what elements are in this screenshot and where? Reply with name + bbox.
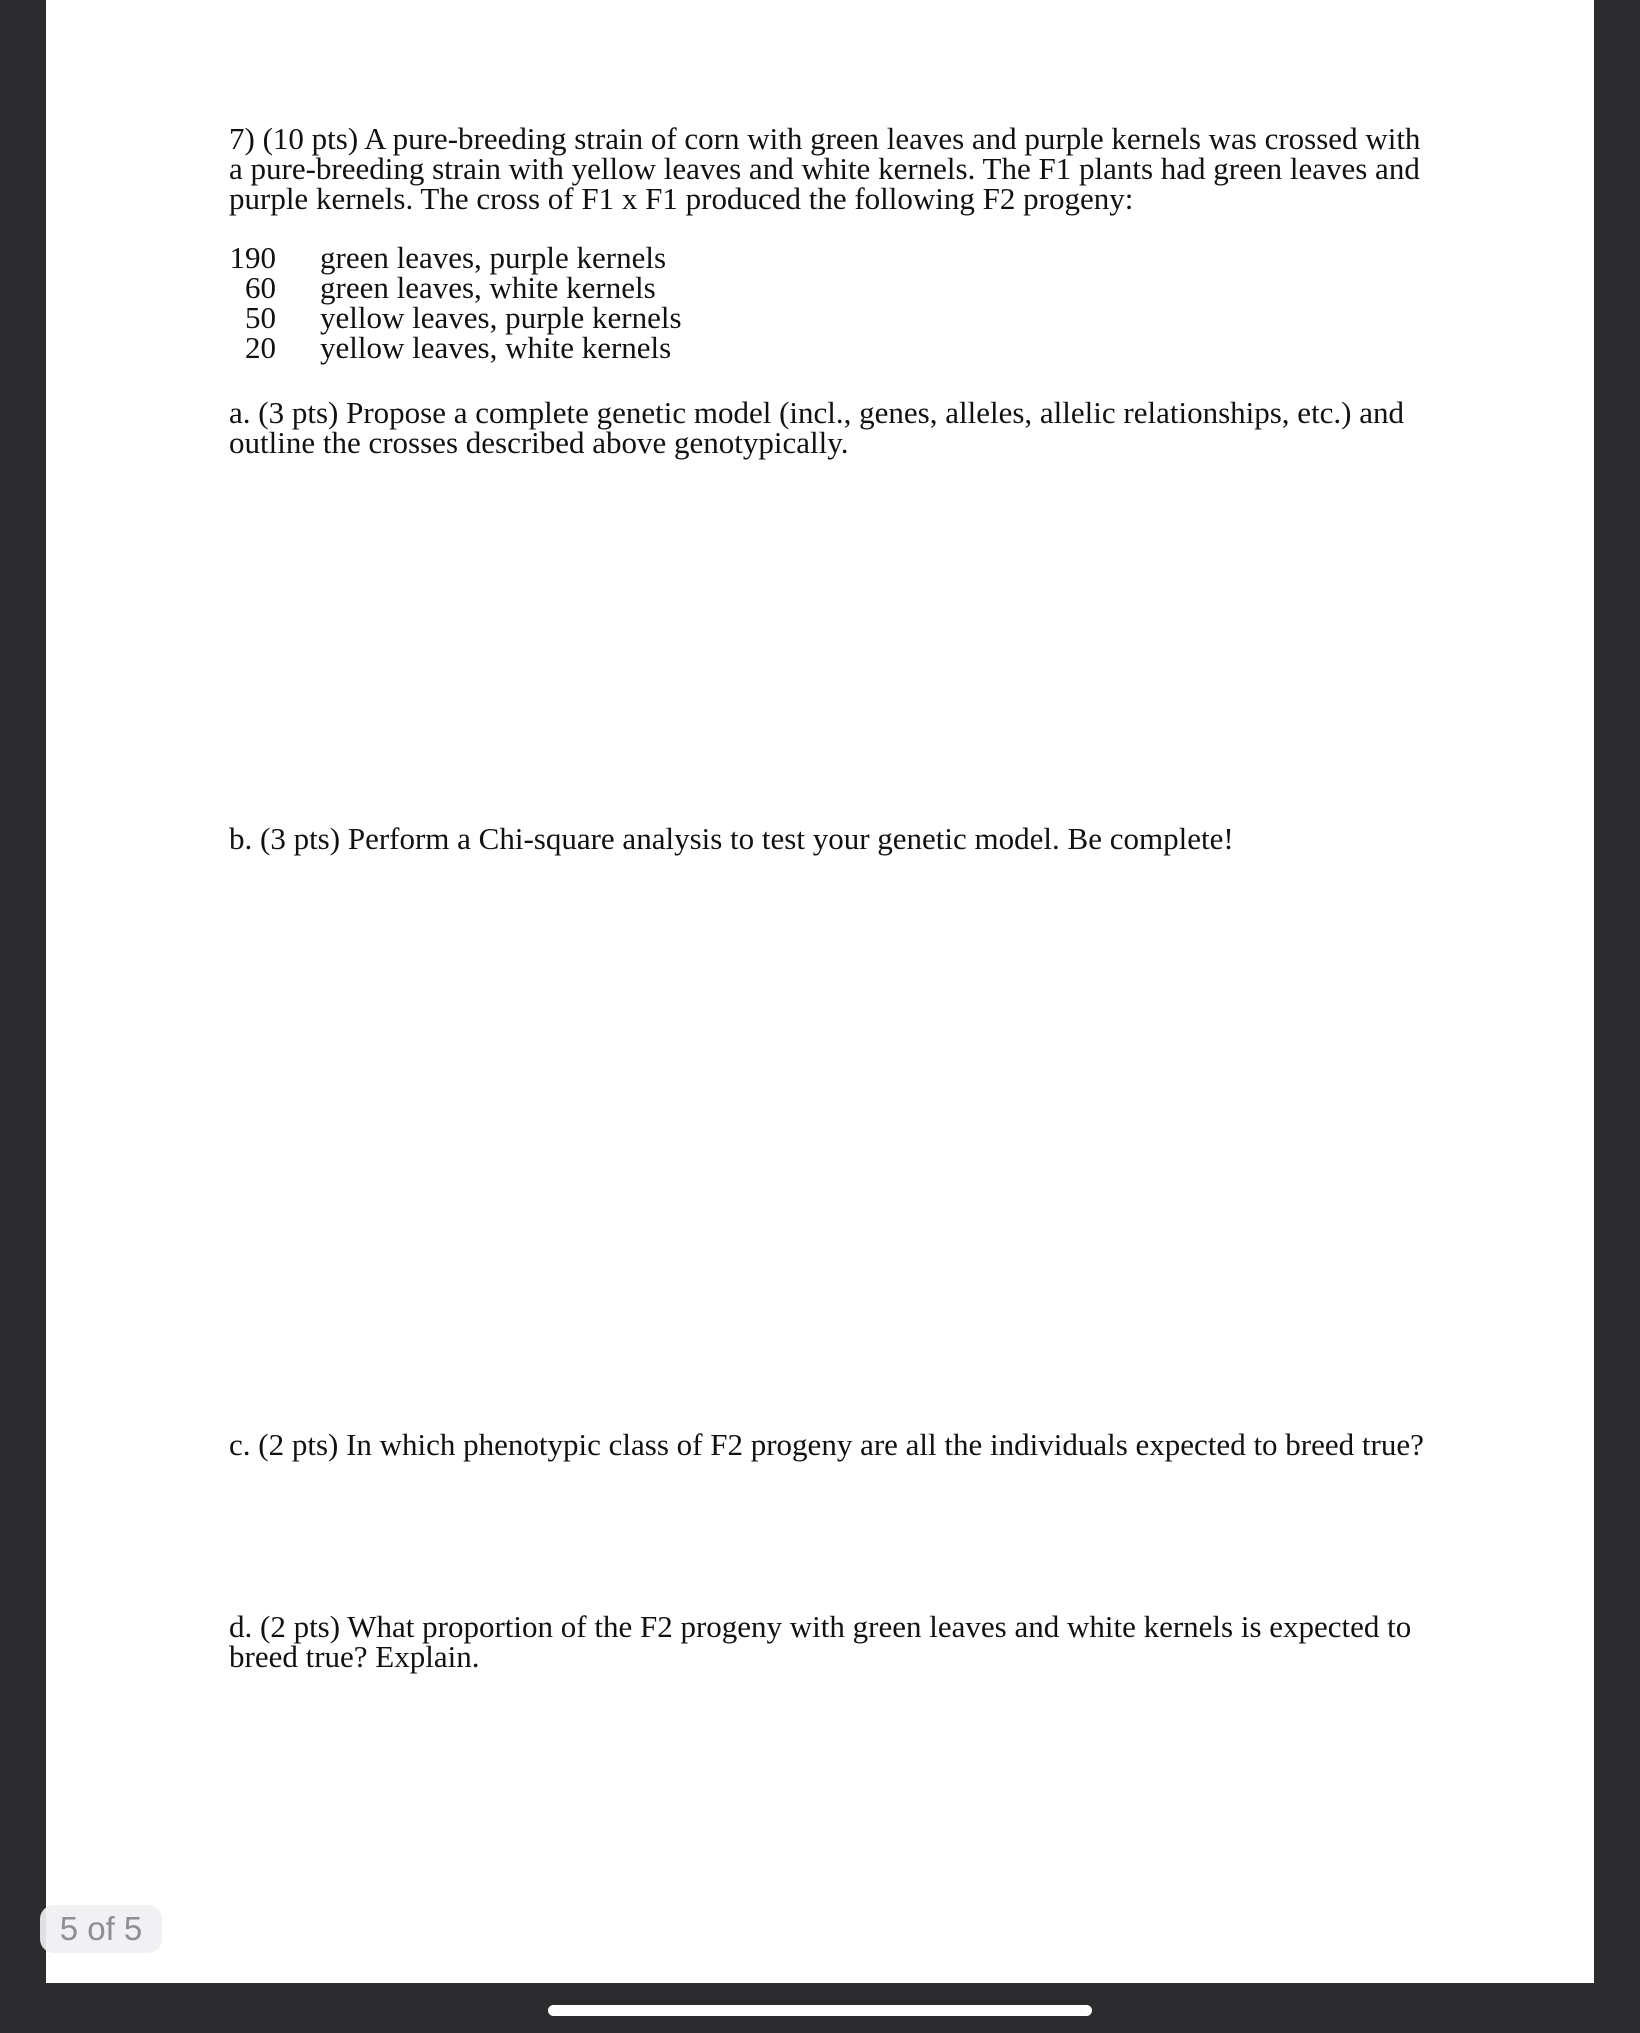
page-indicator-badge: 5 of 5: [40, 1905, 162, 1953]
progeny-phenotype: green leaves, purple kernels: [320, 240, 667, 275]
part-d-line: d. (2 pts) What proportion of the F2 progeny with green leaves and white kernels is expected to: [229, 1609, 1412, 1644]
question-content: [229, 121, 1469, 1674]
question-intro-line: a pure-breeding strain with yellow leaves and white kernels. The F1 plants had green leaves and: [229, 151, 1420, 186]
home-indicator-bar[interactable]: [548, 2005, 1092, 2016]
part-a-prompt: [229, 395, 1405, 460]
progeny-phenotype: green leaves, white kernels: [320, 270, 656, 305]
progeny-count: 50: [245, 300, 276, 335]
progeny-row: [229, 330, 1469, 365]
f2-progeny-list: [229, 240, 1469, 365]
progeny-phenotype: yellow leaves, purple kernels: [320, 300, 682, 335]
part-a-line: a. (3 pts) Propose a complete genetic model (incl., genes, alleles, allelic relationships, etc.) and: [229, 395, 1405, 430]
document-page: [46, 0, 1594, 1983]
part-b-prompt: [229, 821, 1234, 856]
progeny-row: [229, 300, 1469, 335]
part-d-prompt: [229, 1609, 1412, 1674]
question-intro: [229, 121, 1469, 216]
part-b-line: b. (3 pts) Perform a Chi-square analysis to test your genetic model. Be complete!: [229, 821, 1234, 856]
part-c-line: c. (2 pts) In which phenotypic class of F2 progeny are all the individuals expected to breed true?: [229, 1427, 1424, 1462]
progeny-row: [229, 270, 1469, 305]
part-c-prompt: [229, 1427, 1424, 1462]
question-intro-line: purple kernels. The cross of F1 x F1 produced the following F2 progeny:: [229, 181, 1134, 216]
part-a-line: outline the crosses described above genotypically.: [229, 425, 849, 460]
progeny-count: 20: [245, 330, 276, 365]
progeny-row: [229, 240, 1469, 275]
progeny-phenotype: yellow leaves, white kernels: [320, 330, 672, 365]
question-intro-line: 7) (10 pts) A pure-breeding strain of corn with green leaves and purple kernels was crossed with: [229, 121, 1421, 156]
part-d-line: breed true? Explain.: [229, 1639, 480, 1674]
progeny-count: 190: [229, 240, 276, 275]
progeny-count: 60: [245, 270, 276, 305]
